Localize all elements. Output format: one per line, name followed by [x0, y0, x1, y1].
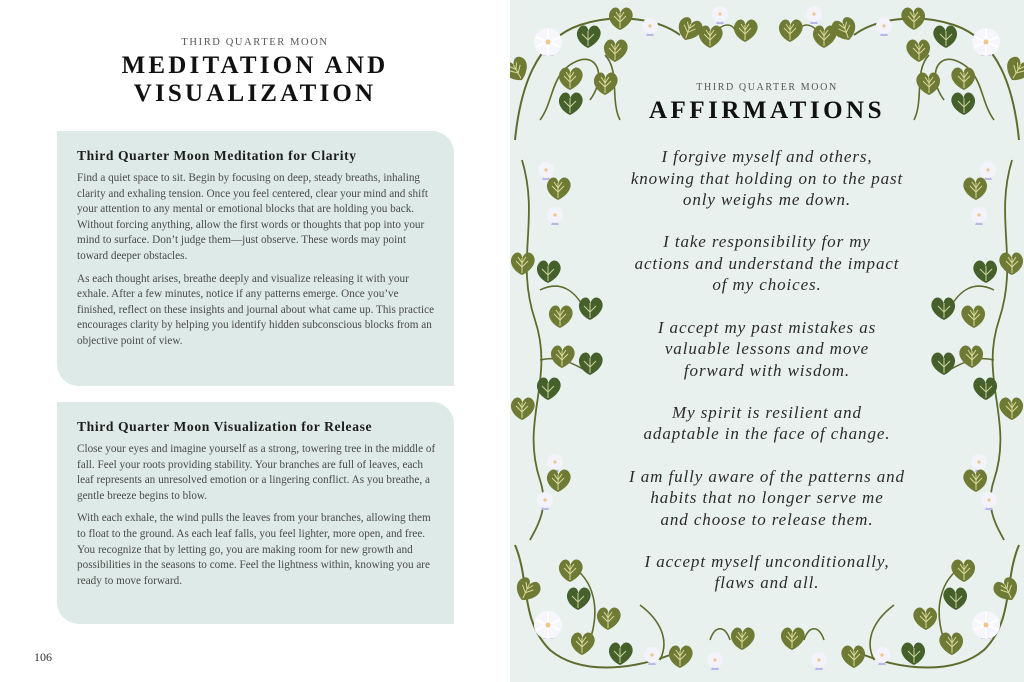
affirmation-line: only weighs me down. — [682, 190, 852, 210]
affirmation-1 — [607, 146, 927, 211]
right-kicker: THIRD QUARTER MOON — [696, 82, 838, 93]
affirmation-line: I take responsibility for my — [663, 232, 871, 252]
title-line-2: VISUALIZATION — [133, 80, 377, 107]
top-center-sprigs — [699, 6, 837, 48]
left-page — [0, 0, 510, 682]
affirmation-line: of my choices. — [712, 275, 822, 295]
affirmation-line: adaptable in the face of change. — [643, 424, 891, 444]
visualization-box — [57, 402, 454, 624]
affirmation-line: I am fully aware of the patterns and — [629, 466, 905, 486]
affirmation-line: My spirit is resilient and — [672, 402, 862, 422]
meditation-heading: Third Quarter Moon Meditation for Clarity — [77, 148, 357, 163]
visualization-paragraph-1: Close your eyes and imagine yourself as a strong, towering tree in the middle of fall. Feel your roots providing stability. Your branches are full of leaves, each leaf represents an unresolved emotion or a lingering conflict. As you breathe, a gentle breeze begins to blow. — [77, 443, 436, 502]
affirmation-line: habits that no longer serve me — [650, 488, 884, 508]
left-kicker: THIRD QUARTER MOON — [181, 37, 329, 48]
affirmation-line: actions and understand the impact — [634, 253, 900, 273]
page-number: 106 — [34, 650, 52, 664]
visualization-paragraph-2: With each exhale, the wind pulls the leaves from your branches, allowing them to float to the ground. As each leaf falls, you feel lighter, more open, and free. You recognize that by letting go, you are making room for new growth and possibilities in the seasons to come. Feel the lightness within, knowing you are ready to move forward. — [77, 512, 431, 587]
affirmation-line: I accept my past mistakes as — [657, 317, 877, 337]
right-page — [510, 0, 1024, 682]
affirmation-4 — [607, 402, 927, 445]
affirmation-line: knowing that holding on to the past — [630, 168, 904, 188]
left-page-title — [0, 52, 510, 108]
affirmation-line: flaws and all. — [714, 573, 820, 593]
bottom-center-sprigs — [707, 628, 827, 670]
affirmations-list — [510, 146, 1024, 615]
title-line-1: MEDITATION AND — [121, 52, 389, 79]
affirmation-line: valuable lessons and move — [664, 339, 870, 359]
affirmation-line: and choose to release them. — [660, 509, 874, 529]
affirmation-line: forward with wisdom. — [683, 360, 851, 380]
affirmation-line: I forgive myself and others, — [661, 147, 873, 166]
affirmation-2 — [607, 231, 927, 296]
visualization-heading: Third Quarter Moon Visualization for Release — [77, 419, 373, 434]
affirmations-title: AFFIRMATIONS — [649, 97, 885, 124]
meditation-paragraph-2: As each thought arises, breathe deeply and visualize releasing it with your exhale. After a few minutes, notice if any patterns emerge. Once you’ve finished, reflect on these insights and journal about what came up. This practice encourages clarity by helping you identify hidden subconscious blocks from an objective point of view. — [77, 272, 435, 347]
meditation-box — [57, 131, 454, 386]
affirmation-5 — [607, 466, 927, 531]
affirmation-line: I accept myself unconditionally, — [644, 551, 890, 571]
affirmation-6 — [607, 551, 927, 594]
affirmation-3 — [607, 317, 927, 382]
meditation-paragraph-1: Find a quiet space to sit. Begin by focusing on deep, steady breaths, inhaling clarity and exhaling tension. Once you feel centered, clear your mind and shift your attention to any mental or emotional blocks that are holding you back. Without forcing anything, allow the first words or thoughts that pop into your mind to surface. Don’t judge them—just observe. These words may point toward deeper obstacles. — [77, 172, 429, 262]
